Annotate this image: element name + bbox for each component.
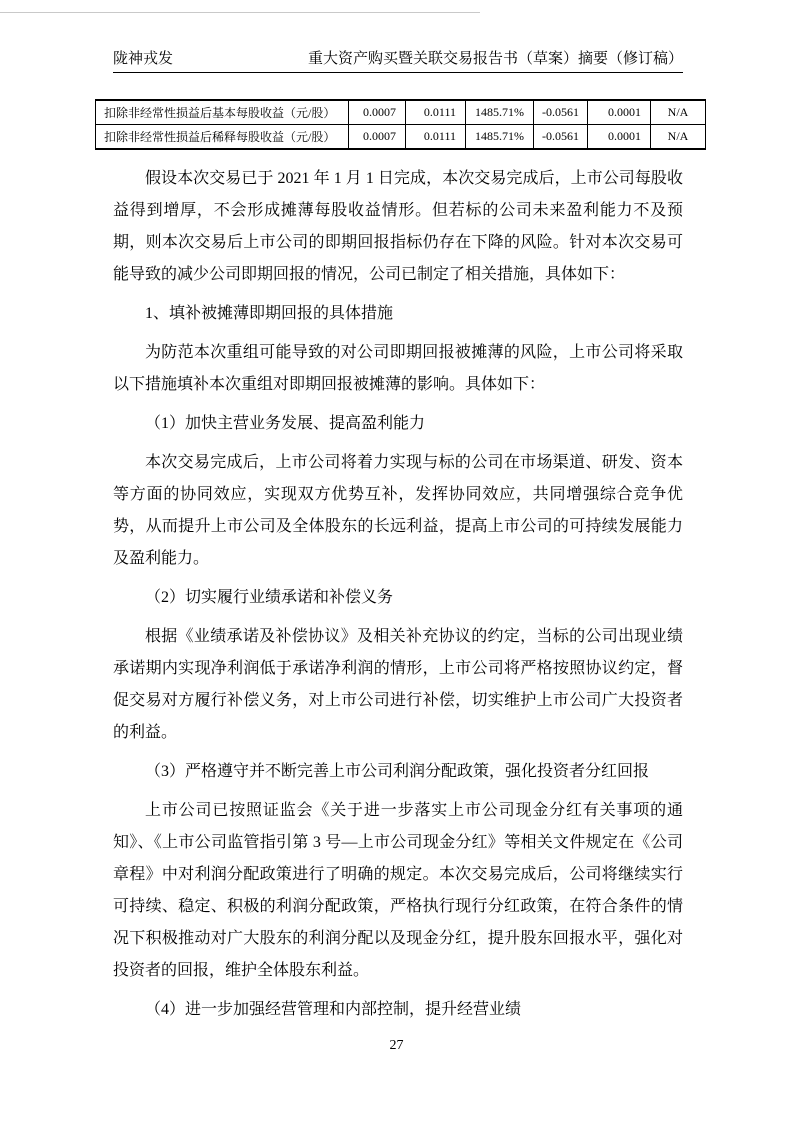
table-cell-value: 0.0001 <box>588 125 651 150</box>
document-body <box>113 163 683 1026</box>
heading-measure-2: （2）切实履行业绩承诺和补偿义务 <box>145 589 394 606</box>
table-cell-value: N/A <box>651 100 706 125</box>
table-cell-value: -0.0561 <box>534 100 588 125</box>
header-company-name: 陇神戎发 <box>113 51 174 67</box>
heading-measure-4: （4）进一步加强经营管理和内部控制，提升经营业绩 <box>145 1001 522 1018</box>
heading-measure-1: （1）加快主营业务发展、提高盈利能力 <box>145 415 426 432</box>
paragraph-measure-3: 上市公司已按照证监会《关于进一步落实上市公司现金分红有关事项的通知》、《上市公司监管指引第 3 号—上市公司现金分红》等相关文件规定在《公司章程》中对利润分配政策进行了明确的规定。本次交易完成后，公司将继续实行可持续、稳定、积极的利润分配政策，严格执行现行分红政策，在符合条件的情况下积极推动对广大股东的利润分配以及现金分红，提升股东回报水平，强化对投资者的回报，维护全体股东利益。 <box>113 802 683 979</box>
paragraph-measure-2: 根据《业绩承诺及补偿协议》及相关补充协议的约定，当标的公司出现业绩承诺期内实现净利润低于承诺净利润的情形，上市公司将严格按照协议约定，督促交易对方履行补偿义务，对上市公司进行补偿，切实维护上市公司广大投资者的利益。 <box>113 628 683 741</box>
eps-table <box>95 99 706 150</box>
table-cell-label: 扣除非经常性损益后稀释每股收益（元/股） <box>96 125 349 150</box>
table-row <box>96 100 706 125</box>
table-cell-value: 1485.71% <box>466 125 534 150</box>
paragraph-measure-1: 本次交易完成后，上市公司将着力实现与标的公司在市场渠道、研发、资本等方面的协同效应，实现双方优势互补，发挥协同效应，共同增强综合竞争优势，从而提升上市公司及全体股东的长远利益，提高上市公司的可持续发展能力及盈利能力。 <box>113 454 683 567</box>
table-cell-value: 0.0001 <box>588 100 651 125</box>
table-cell-value: 0.0111 <box>406 125 466 150</box>
header-document-title: 重大资产购买暨关联交易报告书（草案）摘要（修订稿） <box>307 51 683 67</box>
heading-measure-3: （3）严格遵守并不断完善上市公司利润分配政策，强化投资者分红回报 <box>145 763 650 780</box>
table-cell-value: 0.0111 <box>406 100 466 125</box>
table-cell-value: 0.0007 <box>349 100 406 125</box>
table-cell-value: -0.0561 <box>534 125 588 150</box>
table-cell-value: 1485.71% <box>466 100 534 125</box>
page-number: 27 <box>389 1038 404 1053</box>
table-cell-value: N/A <box>651 125 706 150</box>
table-row <box>96 125 706 150</box>
paragraph-transaction-assumption: 假设本次交易已于 2021 年 1 月 1 日完成，本次交易完成后，上市公司每股收益得到增厚，不会形成摊薄每股收益情形。但若标的公司未来盈利能力不及预期，则本次交易后上市公司的即期回报指标仍存在下降的风险。针对本次交易可能导致的减少公司即期回报的情况，公司已制定了相关措施，具体如下： <box>113 170 683 283</box>
heading-measures-section: 1、填补被摊薄即期回报的具体措施 <box>145 305 394 322</box>
page-header <box>113 0 683 73</box>
table-cell-label: 扣除非经常性损益后基本每股收益（元/股） <box>96 100 349 125</box>
table-cell-value: 0.0007 <box>349 125 406 150</box>
scan-artifact-line <box>0 12 480 13</box>
paragraph-measures-intro: 为防范本次重组可能导致的对公司即期回报被摊薄的风险，上市公司将采取以下措施填补本次重组对即期回报被摊薄的影响。具体如下： <box>113 344 683 393</box>
